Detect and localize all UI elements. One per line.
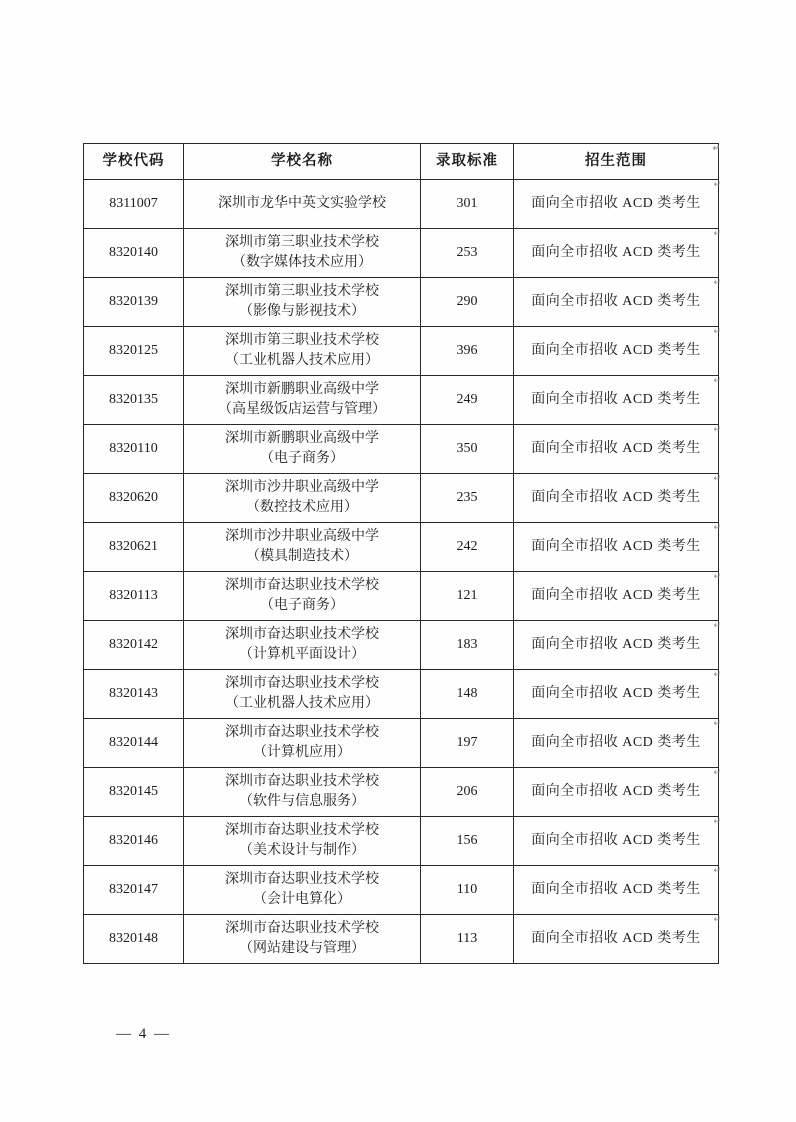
line-break-mark-icon: ↵ xyxy=(713,523,721,533)
cell-admission-score: 301 xyxy=(421,180,514,229)
cell-enrollment-scope xyxy=(514,278,719,327)
cell-school-code: 8320144 xyxy=(84,719,184,768)
school-name-line1: 深圳市新鹏职业高级中学 xyxy=(225,430,379,446)
enrollment-scope-text: 面向全市招收 ACD 类考生 xyxy=(531,881,701,897)
cell-admission-score: 396 xyxy=(421,327,514,376)
enrollment-scope-text: 面向全市招收 ACD 类考生 xyxy=(531,783,701,799)
cell-school-code: 8320148 xyxy=(84,915,184,964)
enrollment-scope-text: 面向全市招收 ACD 类考生 xyxy=(531,685,701,701)
enrollment-scope-text: 面向全市招收 ACD 类考生 xyxy=(531,587,701,603)
cell-enrollment-scope xyxy=(514,768,719,817)
cell-school-code: 8320142 xyxy=(84,621,184,670)
cell-admission-score: 235 xyxy=(421,474,514,523)
line-break-mark-icon: ↵ xyxy=(713,768,721,778)
cell-admission-score: 253 xyxy=(421,229,514,278)
line-break-mark-icon: ↵ xyxy=(713,621,721,631)
cell-enrollment-scope xyxy=(514,425,719,474)
line-break-mark-icon: ↵ xyxy=(713,376,721,386)
school-name-line1: 深圳市新鹏职业高级中学 xyxy=(225,381,379,397)
line-break-mark-icon: ↵ xyxy=(713,670,721,680)
cell-school-code: 8320125 xyxy=(84,327,184,376)
cell-enrollment-scope xyxy=(514,817,719,866)
line-break-mark-icon: ↵ xyxy=(713,817,721,827)
school-name-line2: （高星级饭店运营与管理） xyxy=(218,402,386,417)
table-row xyxy=(84,229,719,278)
cell-school-name xyxy=(184,670,421,719)
cell-enrollment-scope xyxy=(514,474,719,523)
header-admission-score: 录取标准 xyxy=(421,144,514,180)
table-row xyxy=(84,523,719,572)
line-break-mark-icon: ↵ xyxy=(713,474,721,484)
admissions-table xyxy=(83,143,719,964)
cell-admission-score: 350 xyxy=(421,425,514,474)
enrollment-scope-text: 面向全市招收 ACD 类考生 xyxy=(531,832,701,848)
school-name-line2: （电子商务） xyxy=(260,598,344,613)
header-school-name: 学校名称 xyxy=(184,144,421,180)
enrollment-scope-text: 面向全市招收 ACD 类考生 xyxy=(531,391,701,407)
cell-enrollment-scope xyxy=(514,866,719,915)
cell-enrollment-scope xyxy=(514,523,719,572)
school-name-line1: 深圳市奋达职业技术学校 xyxy=(225,773,379,789)
table-row xyxy=(84,621,719,670)
cell-enrollment-scope xyxy=(514,719,719,768)
cell-admission-score: 110 xyxy=(421,866,514,915)
cell-school-name xyxy=(184,866,421,915)
cell-school-code: 8320147 xyxy=(84,866,184,915)
enrollment-scope-text: 面向全市招收 ACD 类考生 xyxy=(531,930,701,946)
cell-admission-score: 206 xyxy=(421,768,514,817)
cell-school-code: 8311007 xyxy=(84,180,184,229)
school-name-line2: （电子商务） xyxy=(260,451,344,466)
table-row xyxy=(84,572,719,621)
line-break-mark-icon: ↵ xyxy=(713,866,721,876)
header-enrollment-scope xyxy=(514,144,719,180)
table-row xyxy=(84,670,719,719)
school-name-line2: （计算机应用） xyxy=(253,745,351,760)
cell-school-name xyxy=(184,474,421,523)
enrollment-scope-text: 面向全市招收 ACD 类考生 xyxy=(531,195,701,211)
cell-admission-score: 113 xyxy=(421,915,514,964)
school-name-line1: 深圳市奋达职业技术学校 xyxy=(225,626,379,642)
school-name-line2: （会计电算化） xyxy=(253,892,351,907)
cell-admission-score: 242 xyxy=(421,523,514,572)
line-break-mark-icon: ↵ xyxy=(713,327,721,337)
cell-school-name xyxy=(184,817,421,866)
cell-school-name xyxy=(184,768,421,817)
cell-admission-score: 121 xyxy=(421,572,514,621)
table-header-row xyxy=(84,144,719,180)
enrollment-scope-text: 面向全市招收 ACD 类考生 xyxy=(531,734,701,750)
school-name-line2: （计算机平面设计） xyxy=(239,647,365,662)
cell-admission-score: 183 xyxy=(421,621,514,670)
line-break-mark-icon: ↵ xyxy=(713,229,721,239)
cell-enrollment-scope xyxy=(514,621,719,670)
line-break-mark-icon: ↵ xyxy=(713,278,721,288)
cell-admission-score: 148 xyxy=(421,670,514,719)
line-break-mark-icon: ↵ xyxy=(713,915,721,925)
cell-school-code: 8320113 xyxy=(84,572,184,621)
cell-admission-score: 249 xyxy=(421,376,514,425)
cell-school-name xyxy=(184,376,421,425)
school-name-line2: （模具制造技术） xyxy=(246,549,358,564)
school-name-line1: 深圳市第三职业技术学校 xyxy=(225,234,379,250)
cell-enrollment-scope xyxy=(514,229,719,278)
cell-school-name xyxy=(184,425,421,474)
school-name-line1: 深圳市奋达职业技术学校 xyxy=(225,871,379,887)
table-row xyxy=(84,278,719,327)
cell-admission-score: 290 xyxy=(421,278,514,327)
table-row xyxy=(84,474,719,523)
school-name-line2: （美术设计与制作） xyxy=(239,843,365,858)
table-row xyxy=(84,719,719,768)
enrollment-scope-text: 面向全市招收 ACD 类考生 xyxy=(531,342,701,358)
school-name-line2: （数控技术应用） xyxy=(246,500,358,515)
school-name-line1: 深圳市奋达职业技术学校 xyxy=(225,822,379,838)
school-name-line2: （影像与影视技术） xyxy=(239,304,365,319)
cell-school-name xyxy=(184,915,421,964)
cell-school-code: 8320135 xyxy=(84,376,184,425)
cell-enrollment-scope xyxy=(514,915,719,964)
cell-school-code: 8320140 xyxy=(84,229,184,278)
school-name-line2: （工业机器人技术应用） xyxy=(225,696,379,711)
school-name-line1: 深圳市奋达职业技术学校 xyxy=(225,724,379,740)
cell-school-code: 8320146 xyxy=(84,817,184,866)
line-break-mark-icon: ↵ xyxy=(712,144,721,154)
enrollment-scope-text: 面向全市招收 ACD 类考生 xyxy=(531,489,701,505)
line-break-mark-icon: ↵ xyxy=(713,719,721,729)
cell-school-name xyxy=(184,621,421,670)
cell-school-code: 8320110 xyxy=(84,425,184,474)
school-name-line1: 深圳市奋达职业技术学校 xyxy=(225,675,379,691)
school-name-line2: （数字媒体技术应用） xyxy=(232,255,372,270)
cell-school-name xyxy=(184,523,421,572)
enrollment-scope-text: 面向全市招收 ACD 类考生 xyxy=(531,636,701,652)
school-name-line1: 深圳市龙华中英文实验学校 xyxy=(218,195,386,211)
table-row xyxy=(84,376,719,425)
cell-admission-score: 156 xyxy=(421,817,514,866)
table-row xyxy=(84,817,719,866)
school-name-line2: （工业机器人技术应用） xyxy=(225,353,379,368)
cell-enrollment-scope xyxy=(514,670,719,719)
school-name-line2: （软件与信息服务） xyxy=(239,794,365,809)
table-row xyxy=(84,425,719,474)
enrollment-scope-text: 面向全市招收 ACD 类考生 xyxy=(531,440,701,456)
table-row xyxy=(84,915,719,964)
line-break-mark-icon: ↵ xyxy=(713,425,721,435)
cell-enrollment-scope xyxy=(514,376,719,425)
table-row xyxy=(84,180,719,229)
table-row xyxy=(84,768,719,817)
table-row xyxy=(84,866,719,915)
line-break-mark-icon: ↵ xyxy=(713,572,721,582)
school-name-line1: 深圳市沙井职业高级中学 xyxy=(225,479,379,495)
cell-enrollment-scope xyxy=(514,327,719,376)
school-name-line1: 深圳市第三职业技术学校 xyxy=(225,283,379,299)
school-name-line2: （网站建设与管理） xyxy=(239,941,365,956)
header-school-code: 学校代码 xyxy=(84,144,184,180)
cell-school-name xyxy=(184,278,421,327)
cell-school-name xyxy=(184,719,421,768)
header-enrollment-scope-label: 招生范围 xyxy=(585,152,647,169)
cell-enrollment-scope xyxy=(514,572,719,621)
cell-school-code: 8320620 xyxy=(84,474,184,523)
line-break-mark-icon: ↵ xyxy=(713,180,721,190)
cell-enrollment-scope xyxy=(514,180,719,229)
cell-school-code: 8320143 xyxy=(84,670,184,719)
page-number: — 4 — xyxy=(116,1026,171,1042)
school-name-line1: 深圳市第三职业技术学校 xyxy=(225,332,379,348)
enrollment-scope-text: 面向全市招收 ACD 类考生 xyxy=(531,293,701,309)
cell-school-code: 8320621 xyxy=(84,523,184,572)
cell-school-name xyxy=(184,327,421,376)
enrollment-scope-text: 面向全市招收 ACD 类考生 xyxy=(531,538,701,554)
cell-admission-score: 197 xyxy=(421,719,514,768)
enrollment-scope-text: 面向全市招收 ACD 类考生 xyxy=(531,244,701,260)
school-name-line1: 深圳市奋达职业技术学校 xyxy=(225,577,379,593)
cell-school-code: 8320139 xyxy=(84,278,184,327)
school-name-line1: 深圳市沙井职业高级中学 xyxy=(225,528,379,544)
table-row xyxy=(84,327,719,376)
cell-school-name xyxy=(184,180,421,229)
school-name-line1: 深圳市奋达职业技术学校 xyxy=(225,920,379,936)
cell-school-code: 8320145 xyxy=(84,768,184,817)
cell-school-name xyxy=(184,229,421,278)
cell-school-name xyxy=(184,572,421,621)
